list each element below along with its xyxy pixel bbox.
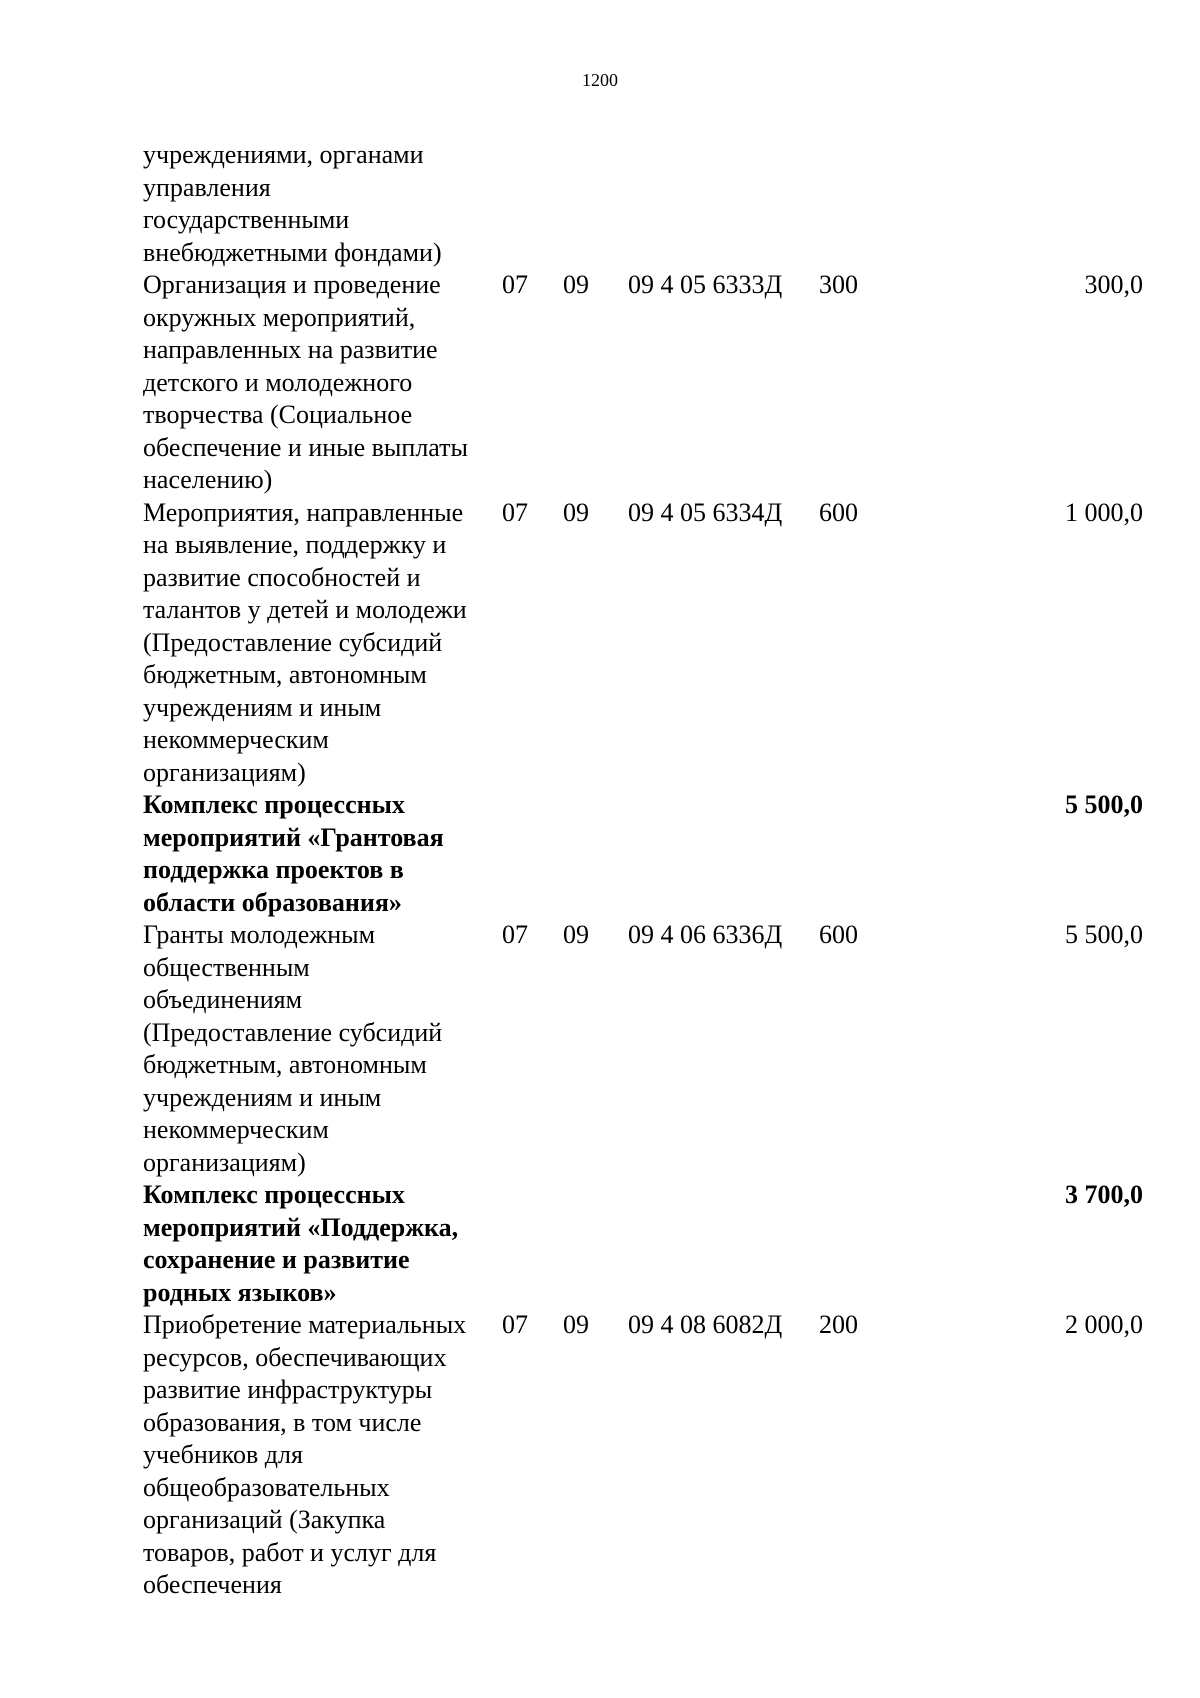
amount-cell: 3 700,0 [1065, 1180, 1143, 1209]
section-code-cell: 07 [502, 920, 528, 949]
section-code-cell [502, 1179, 563, 1309]
table-body [143, 139, 1143, 1602]
target-article-cell [628, 139, 819, 269]
subsection-code-cell [563, 789, 628, 919]
expense-type-cell: 200 [819, 1310, 858, 1339]
table-row [143, 497, 1143, 790]
target-article-cell: 09 4 05 6334Д [628, 497, 783, 527]
amount-cell [919, 139, 1143, 269]
row-name-cell: Гранты молодежным общественным объединениям (Предоставление субсидий бюджетным, автономным учреждениям и иным некоммерческим организациям) [143, 920, 443, 1177]
expense-type-cell: 600 [819, 920, 858, 949]
table-row [143, 139, 1143, 269]
expense-type-cell [819, 139, 919, 269]
row-name-cell: Мероприятия, направленные на выявление, поддержку и развитие способностей и талантов у детей и молодежи (Предоставление субсидий бюджетным, автономным учреждениям и иным некоммерческим организациям) [143, 497, 467, 787]
amount-cell: 1 000,0 [1065, 497, 1143, 527]
row-name-cell: Комплекс процессных мероприятий «Поддержка, сохранение и развитие родных языков» [143, 1180, 459, 1307]
row-name-cell: Комплекс процессных мероприятий «Грантовая поддержка проектов в области образования» [143, 790, 444, 917]
subsection-code-cell [563, 139, 628, 269]
target-article-cell: 09 4 06 6336Д [628, 920, 783, 949]
expense-type-cell [819, 1179, 919, 1309]
row-name-cell: Приобретение материальных ресурсов, обеспечивающих развитие инфраструктуры образования, в том числе учебников для общеобразовательных организаций (Закупка товаров, работ и услуг для обеспечения [143, 1310, 467, 1599]
expense-type-cell: 600 [819, 497, 858, 527]
section-code-cell: 07 [502, 497, 528, 527]
amount-cell: 2 000,0 [1065, 1310, 1143, 1339]
subsection-code-cell: 09 [563, 1310, 589, 1339]
section-code-cell [502, 789, 563, 919]
budget-table [143, 139, 1143, 1602]
table-group-row [143, 789, 1143, 919]
target-article-cell [628, 789, 819, 919]
expense-type-cell [819, 789, 919, 919]
expense-type-cell: 300 [819, 270, 858, 299]
target-article-cell [628, 1179, 819, 1309]
target-article-cell: 09 4 05 6333Д [628, 270, 783, 299]
table-row [143, 919, 1143, 1179]
section-code-cell [502, 139, 563, 269]
subsection-code-cell: 09 [563, 497, 589, 527]
target-article-cell: 09 4 08 6082Д [628, 1310, 783, 1339]
table-row [143, 269, 1143, 497]
table-group-row [143, 1179, 1143, 1309]
amount-cell: 5 500,0 [1065, 790, 1143, 819]
subsection-code-cell: 09 [563, 920, 589, 949]
row-name-cell: Организация и проведение окружных мероприятий, направленных на развитие детского и молодежного творчества (Социальное обеспечение и иные выплаты населению) [143, 270, 468, 494]
amount-cell: 300,0 [1084, 270, 1143, 299]
section-code-cell: 07 [502, 270, 528, 299]
subsection-code-cell: 09 [563, 270, 589, 299]
amount-cell: 5 500,0 [1065, 920, 1143, 949]
section-code-cell: 07 [502, 1310, 528, 1339]
subsection-code-cell [563, 1179, 628, 1309]
table-row [143, 1309, 1143, 1602]
page-number: 1200 [582, 70, 618, 90]
row-name-cell: учреждениями, органами управления государственными внебюджетными фондами) [143, 140, 442, 267]
